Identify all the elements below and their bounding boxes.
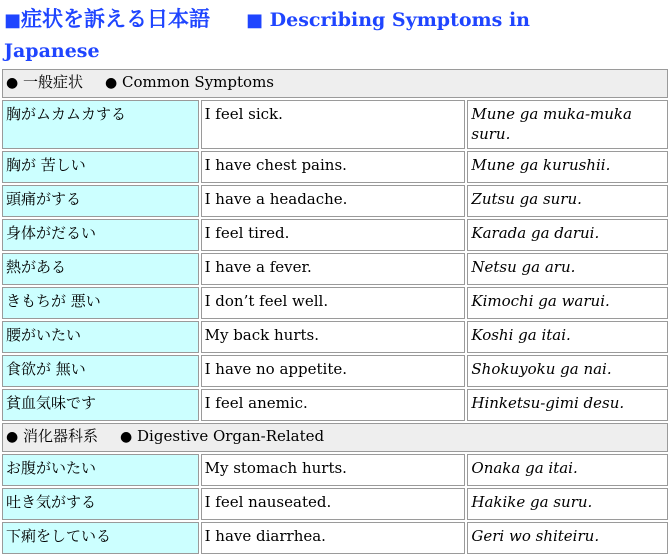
table-row <box>2 287 668 319</box>
english-phrase: I feel anemic. <box>201 389 466 421</box>
japanese-phrase: 腰がいたい <box>2 321 199 353</box>
english-phrase: I feel sick. <box>201 100 466 149</box>
japanese-phrase: 胸がムカムカする <box>2 100 199 149</box>
table-row <box>2 253 668 285</box>
section-title-english: Digestive Organ-Related <box>137 427 325 445</box>
japanese-phrase: お腹がいたい <box>2 454 199 486</box>
section-title-japanese: 消化器科系 <box>23 427 99 445</box>
english-phrase: I have a headache. <box>201 185 466 217</box>
section-header <box>2 69 668 98</box>
english-phrase: I don’t feel well. <box>201 287 466 319</box>
japanese-phrase: 身体がだるい <box>2 219 199 251</box>
table-row <box>2 522 668 554</box>
table-row <box>2 151 668 183</box>
section-header-row <box>2 423 668 452</box>
japanese-phrase: 貧血気味です <box>2 389 199 421</box>
section-title-japanese: 一般症状 <box>23 73 84 91</box>
japanese-phrase: 胸が 苦しい <box>2 151 199 183</box>
japanese-phrase: 食欲が 無い <box>2 355 199 387</box>
table-row <box>2 100 668 149</box>
japanese-phrase: 下痢をしている <box>2 522 199 554</box>
romaji-phrase: Mune ga muka-muka suru. <box>467 100 668 149</box>
romaji-phrase: Shokuyoku ga nai. <box>467 355 668 387</box>
title-line-2: Japanese <box>4 40 100 62</box>
table-row <box>2 185 668 217</box>
title-japanese: 症状を訴える日本語 <box>21 7 211 31</box>
bullet-icon: ● <box>6 429 19 445</box>
bullet-icon: ● <box>105 75 118 91</box>
english-phrase: I feel tired. <box>201 219 466 251</box>
title-square-icon: ■ <box>4 10 22 31</box>
section-header <box>2 423 668 452</box>
japanese-phrase: 吐き気がする <box>2 488 199 520</box>
section-title-english: Common Symptoms <box>122 73 274 91</box>
romaji-phrase: Karada ga darui. <box>467 219 668 251</box>
bullet-icon: ● <box>6 75 19 91</box>
romaji-phrase: Kimochi ga warui. <box>467 287 668 319</box>
table-row <box>2 355 668 387</box>
bullet-icon: ● <box>120 429 133 445</box>
table-row <box>2 219 668 251</box>
japanese-phrase: 頭痛がする <box>2 185 199 217</box>
table-row <box>2 389 668 421</box>
english-phrase: I have chest pains. <box>201 151 466 183</box>
page-title <box>4 4 664 66</box>
romaji-phrase: Hinketsu-gimi desu. <box>467 389 668 421</box>
japanese-phrase: 熱がある <box>2 253 199 285</box>
romaji-phrase: Netsu ga aru. <box>467 253 668 285</box>
romaji-phrase: Zutsu ga suru. <box>467 185 668 217</box>
table-row <box>2 454 668 486</box>
title-line-1 <box>4 4 664 36</box>
symptoms-table <box>0 67 670 556</box>
english-phrase: I have no appetite. <box>201 355 466 387</box>
title-square-icon-2: ■ <box>246 10 264 31</box>
title-english: Describing Symptoms in <box>269 9 530 31</box>
english-phrase: I have a fever. <box>201 253 466 285</box>
english-phrase: My stomach hurts. <box>201 454 466 486</box>
table-row <box>2 321 668 353</box>
english-phrase: My back hurts. <box>201 321 466 353</box>
section-header-row <box>2 69 668 98</box>
english-phrase: I feel nauseated. <box>201 488 466 520</box>
japanese-phrase: きもちが 悪い <box>2 287 199 319</box>
table-row <box>2 488 668 520</box>
english-phrase: I have diarrhea. <box>201 522 466 554</box>
romaji-phrase: Onaka ga itai. <box>467 454 668 486</box>
romaji-phrase: Hakike ga suru. <box>467 488 668 520</box>
romaji-phrase: Mune ga kurushii. <box>467 151 668 183</box>
romaji-phrase: Geri wo shiteiru. <box>467 522 668 554</box>
romaji-phrase: Koshi ga itai. <box>467 321 668 353</box>
